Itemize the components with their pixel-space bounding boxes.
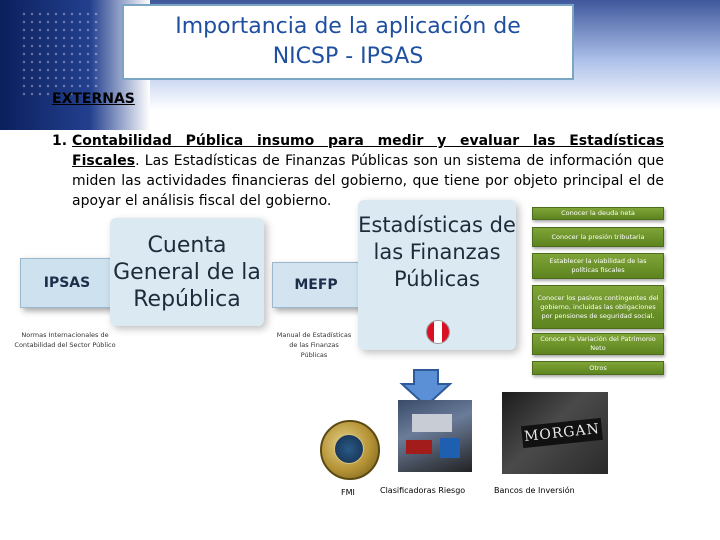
purpose-button-4: Conocer los pasivos contingentes del gobierno, incluidas las obligaciones por pensiones de seguridad social. <box>532 285 664 329</box>
paragraph-number: 1. <box>52 133 68 149</box>
rating-caption: Clasificadoras Riesgo <box>380 486 466 495</box>
main-paragraph <box>52 131 664 211</box>
efp-label: Estadísticas de las Finanzas Públicas <box>358 213 516 291</box>
mefp-caption: Manual de Estadísticas de las Finanzas Públicas <box>276 331 352 359</box>
peru-flag-icon <box>426 320 450 344</box>
imf-seal-icon <box>320 420 380 480</box>
title-line-1: Importancia de la aplicación de <box>175 14 521 39</box>
banks-caption: Bancos de Inversión <box>494 486 575 495</box>
title-line-2: NICSP - IPSAS <box>272 44 424 69</box>
globe-icon <box>334 434 364 464</box>
ipsas-box: IPSAS <box>20 258 114 308</box>
agency-logo-icon <box>412 414 452 432</box>
purpose-button-5: Conocer la Variación del Patrimonio Neto <box>532 333 664 355</box>
rating-agencies-image <box>398 400 472 472</box>
purpose-button-2: Conocer la presión tributaria <box>532 227 664 247</box>
dot-pattern <box>20 10 100 100</box>
section-label: EXTERNAS <box>52 91 135 107</box>
slide-title <box>124 12 572 72</box>
bank-sign: MORGAN <box>521 418 603 448</box>
agency-logo-icon <box>406 440 432 454</box>
purpose-button-3: Establecer la viabilidad de las políticas fiscales <box>532 253 664 279</box>
fmi-caption: FMI <box>341 488 355 497</box>
purpose-button-6: Otros <box>532 361 664 375</box>
purpose-button-1: Conocer la deuda neta <box>532 207 664 220</box>
cuenta-general-box: Cuenta General de la República <box>110 218 264 326</box>
paragraph-lead: Contabilidad Pública insumo para medir y evaluar las Estadísticas Fiscales <box>72 133 664 169</box>
ipsas-caption: Normas Internacionales de Contabilidad del Sector Público <box>14 331 116 349</box>
paragraph-rest: . Las Estadísticas de Finanzas Públicas son un sistema de información que miden las actividades financieras del gobierno, que tiene por objeto principal el de apoyar el análisis fiscal del gobierno. <box>72 153 664 209</box>
mefp-box: MEFP <box>272 262 360 308</box>
agency-logo-icon <box>440 438 460 458</box>
title-box <box>122 4 574 80</box>
investment-bank-image <box>502 392 608 474</box>
